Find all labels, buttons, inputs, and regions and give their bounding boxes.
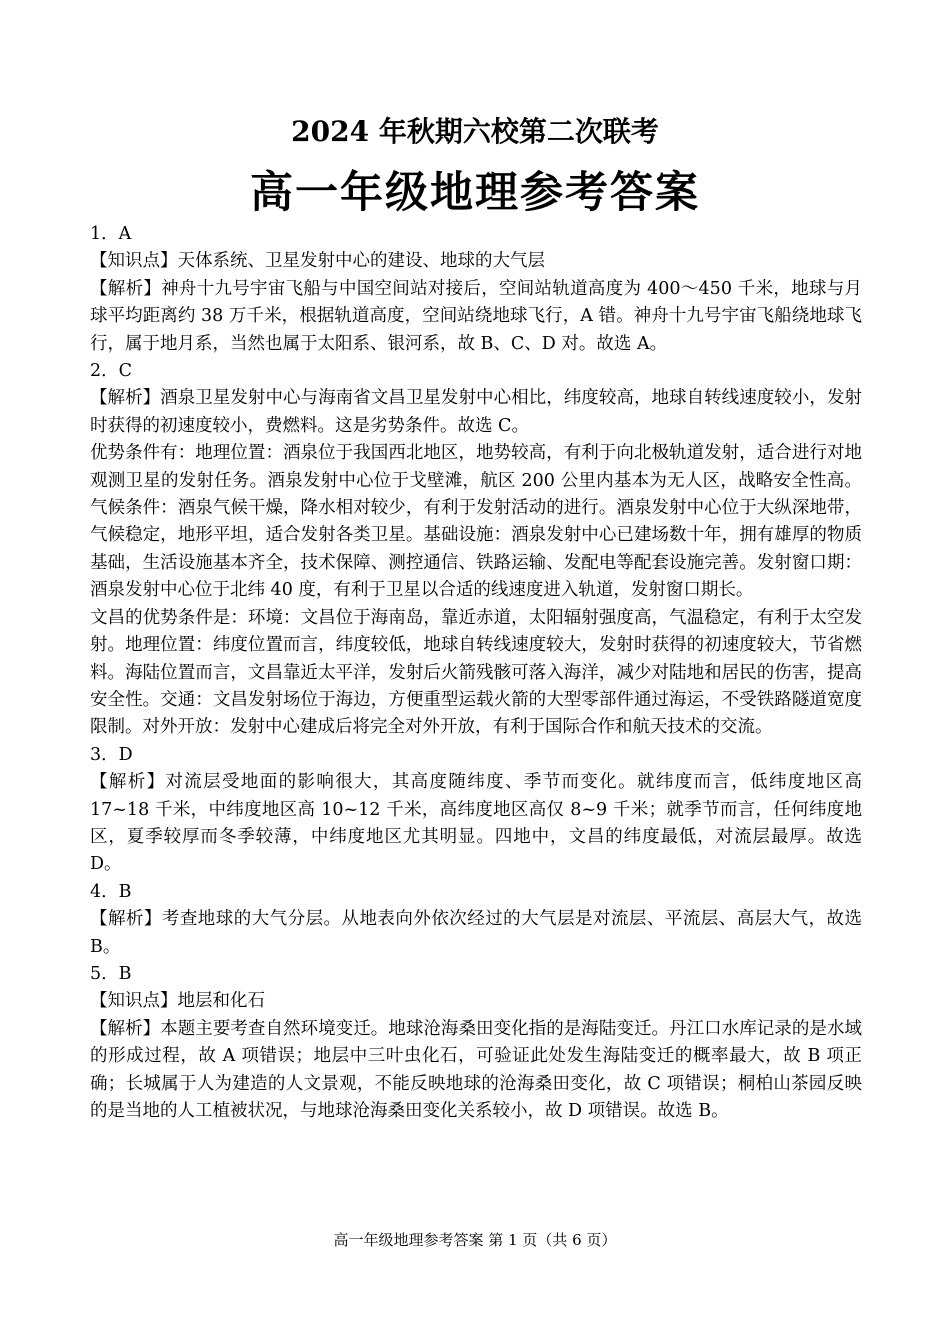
- exam-title: 2024 年秋期六校第二次联考: [291, 115, 659, 148]
- page-footer: 高一年级地理参考答案 第 1 页（共 6 页）: [333, 1231, 617, 1249]
- analysis-paragraph: 【解析】对流层受地面的影响很大，其高度随纬度、季节而变化。就纬度而言，低纬度地区高 17~18 千米，中纬度地区高 10~12 千米，高纬度地区高仅 8~9 千米；就季节而言，任何纬度地区，夏季较厚而冬季较薄，中纬度地区尤其明显。四地中，文昌的纬度最低，对流层最厚。故选 D。: [90, 772, 862, 875]
- analysis-paragraph: 【解析】本题主要考查自然环境变迁。地球沧海桑田变化指的是海陆变迁。丹江口水库记录的是水域的形成过程，故 A 项错误；地层中三叶虫化石，可验证此处发生海陆变迁的概率最大，故 B 项正确；长城属于人为建造的人文景观，不能反映地球的沧海桑田变化，故 C 项错误；桐柏山茶园反映的是当地的人工植被状况，与地球沧海桑田变化关系较小，故 D 项错误。故选 B。: [90, 1018, 862, 1121]
- answer-number: 2．C: [90, 361, 133, 382]
- knowledge-point: 【知识点】天体系统、卫星发射中心的建设、地球的大气层: [90, 251, 545, 272]
- analysis-paragraph: 【解析】考查地球的大气分层。从地表向外依次经过的大气层是对流层、平流层、高层大气，故选 B。: [90, 909, 862, 957]
- answer-number: 1．A: [90, 224, 132, 244]
- answer-number: 4．B: [90, 881, 132, 902]
- knowledge-point: 【知识点】地层和化石: [90, 991, 265, 1012]
- document-title: 高一年级地理参考答案: [250, 168, 700, 218]
- body-paragraph: 文昌的优势条件是：环境：文昌位于海南岛，靠近赤道，太阳辐射强度高，气温稳定，有利于太空发射。地理位置：纬度位置而言，纬度较低，地球自转线速度较大，发射时获得的初速度较大，节省燃料。海陆位置而言，文昌靠近太平洋，发射后火箭残骸可落入海洋，减少对陆地和居民的伤害，提高安全性。交通：文昌发射场位于海边，方便重型运载火箭的大型零部件通过海运，不受铁路隧道宽度限制。对外开放：发射中心建成后将完全对外开放，有利于国际合作和航天技术的交流。: [90, 607, 862, 738]
- answer-number: 5．B: [90, 963, 132, 984]
- analysis-paragraph: 【解析】神舟十九号宇宙飞船与中国空间站对接后，空间站轨道高度为 400～450 千米，地球与月球平均距离约 38 万千米，根据轨道高度，空间站绕地球飞行，A 错。神舟十九号宇宙飞船绕地球飞行，属于地月系，当然也属于太阳系、银河系，故 B、C、D 对。故选 A。: [90, 278, 862, 354]
- answer-content: [90, 221, 862, 1125]
- answer-number: 3．D: [90, 744, 133, 765]
- body-paragraph: 优势条件有：地理位置：酒泉位于我国西北地区，地势较高，有利于向北极轨道发射，适合进行对地观测卫星的发射任务。酒泉发射中心位于戈壁滩，航区 200 公里内基本为无人区，战略安全性高。气候条件：酒泉气候干燥，降水相对较少，有利于发射活动的进行。酒泉发射中心位于大纵深地带，气候稳定，地形平坦，适合发射各类卫星。基础设施：酒泉发射中心已建场数十年，拥有雄厚的物质基础，生活设施基本齐全，技术保障、测控通信、铁路运输、发配电等配套设施完善。发射窗口期：酒泉发射中心位于北纬 40 度，有利于卫星以合适的线速度进入轨道，发射窗口期长。: [90, 443, 862, 601]
- analysis-paragraph: 【解析】酒泉卫星发射中心与海南省文昌卫星发射中心相比，纬度较高，地球自转线速度较小，发射时获得的初速度较小，费燃料。这是劣势条件。故选 C。: [90, 388, 862, 436]
